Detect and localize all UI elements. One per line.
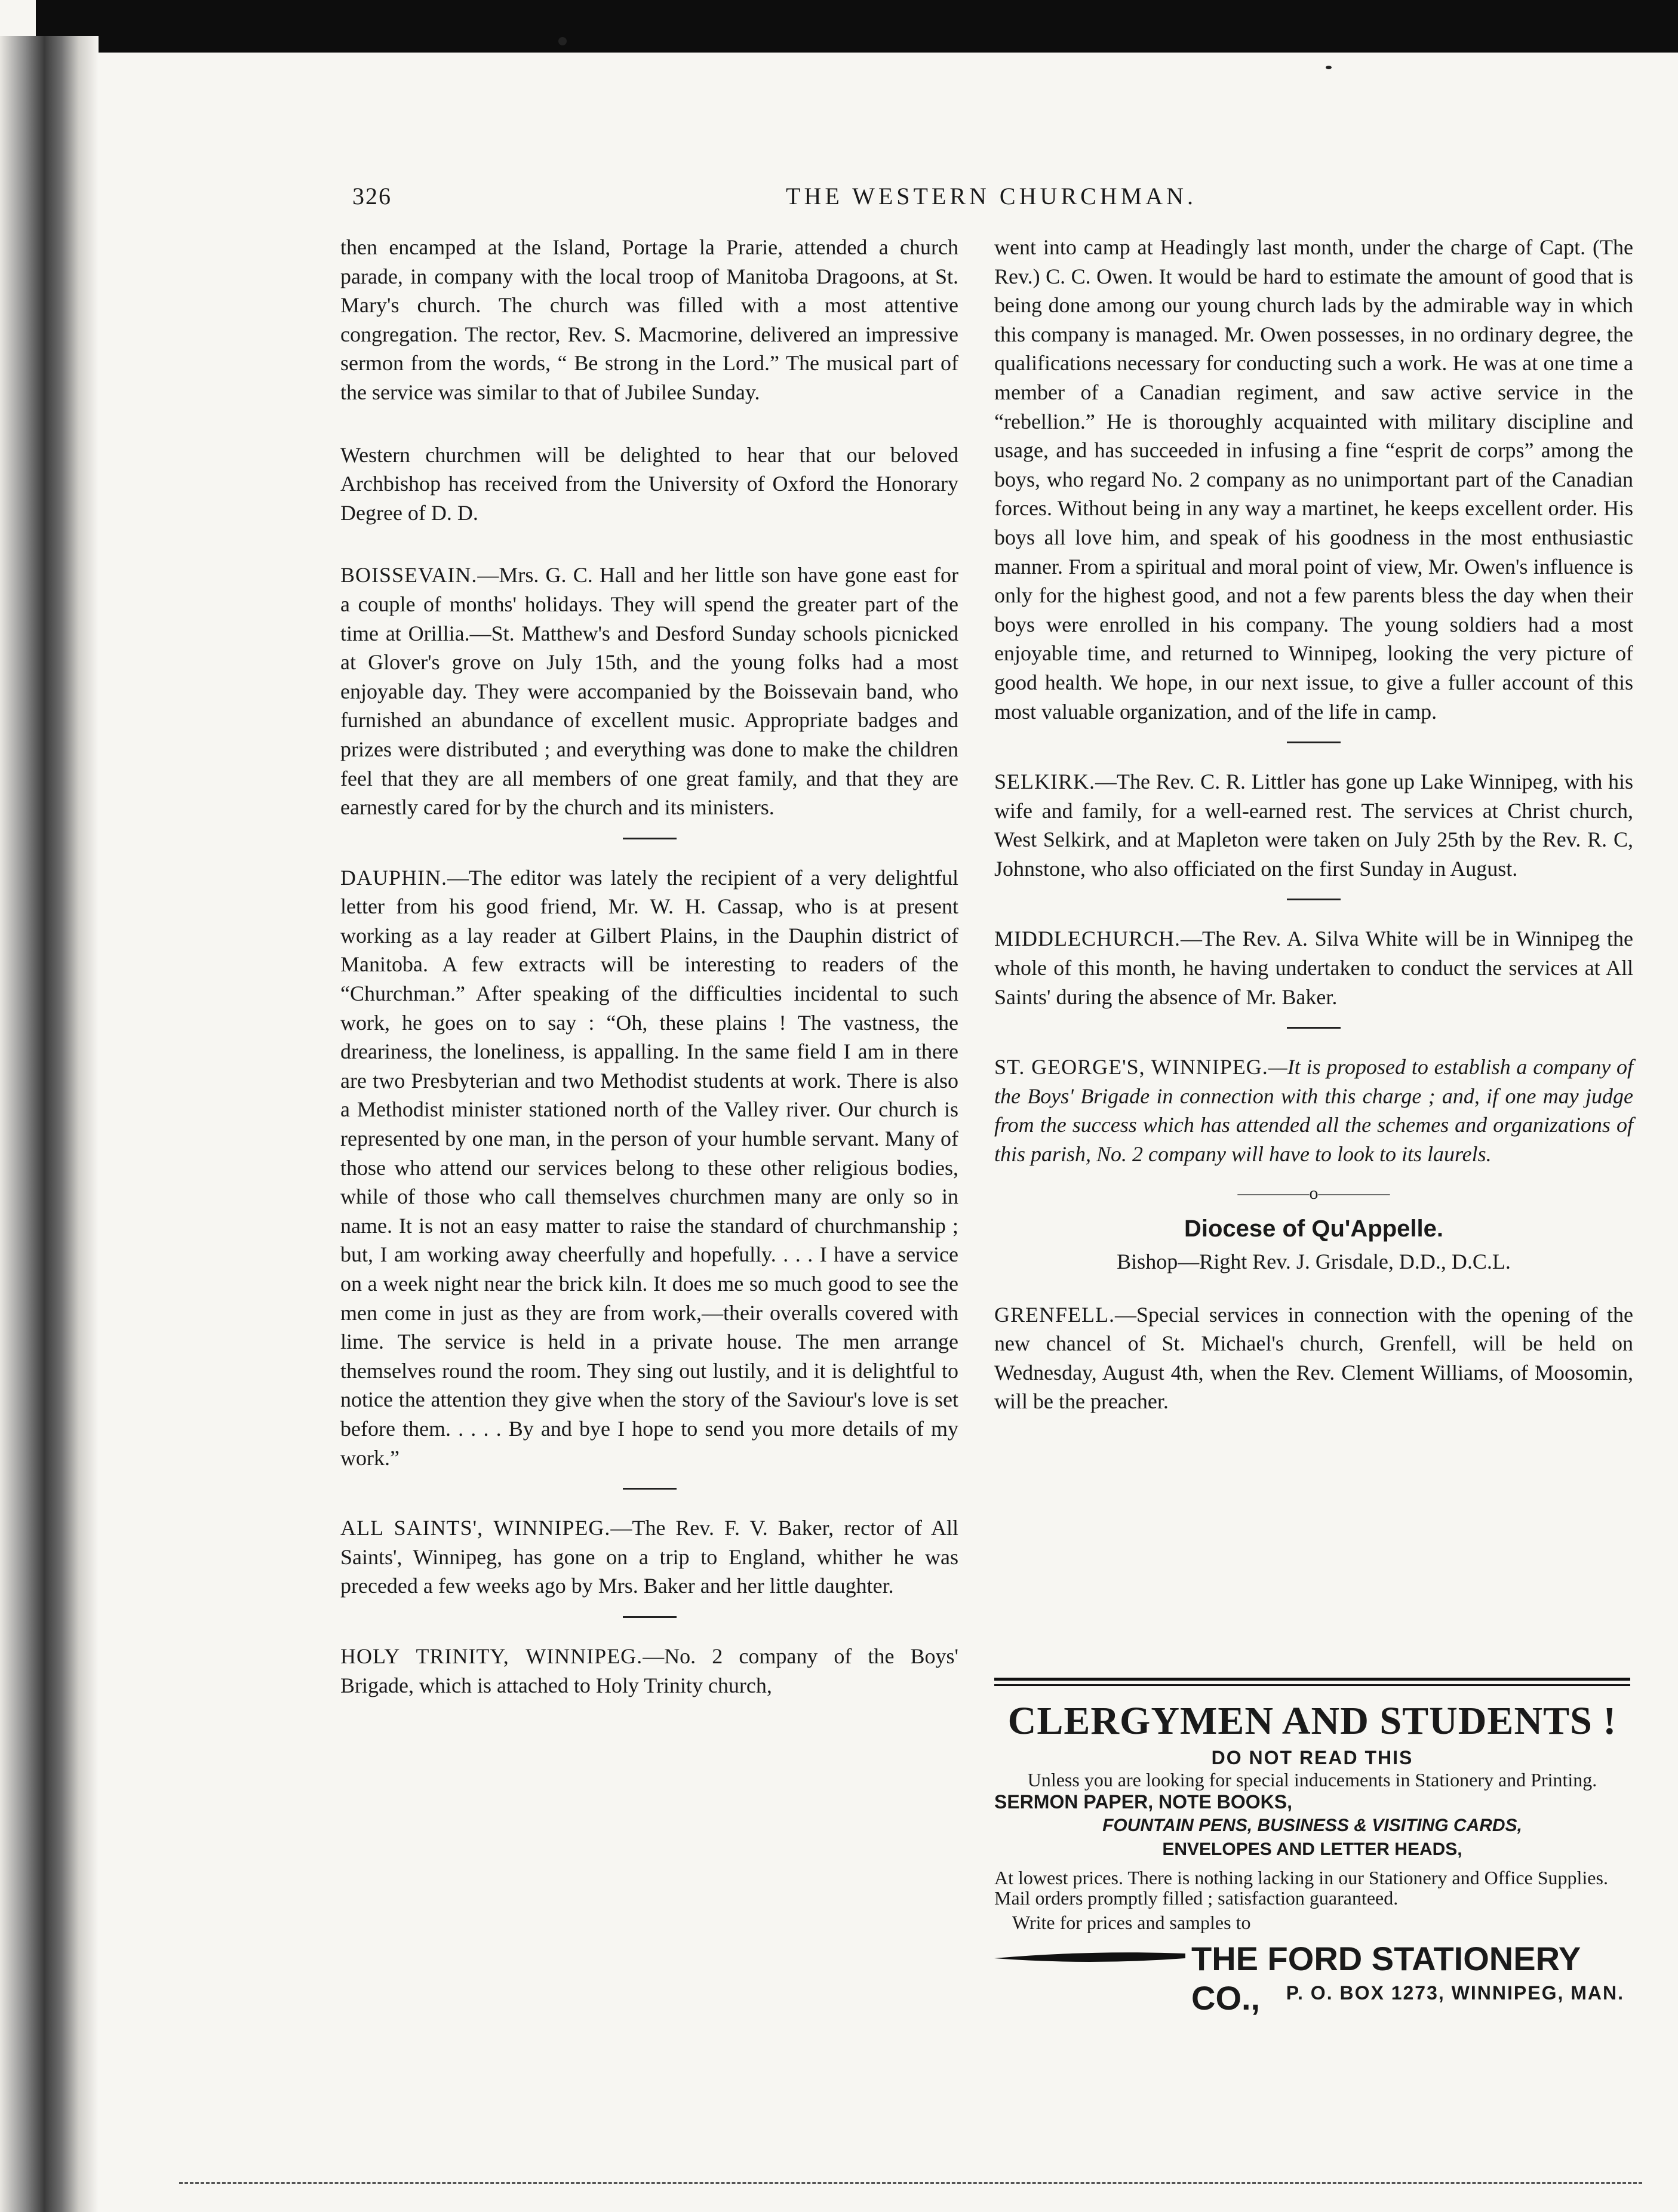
item-body: —Special services in connection with the opening of the new chancel of St. Michael's church, Grenfell, will be held on Wednesday, August 4th, when the Rev. Clement Williams, of Moosomin, will be the preacher. — [994, 1302, 1633, 1414]
ad-intro: Unless you are looking for special inducements in Stationery and Printing. — [1027, 1769, 1597, 1790]
item-body: —The Rev. F. V. Baker, rector of All Saints', Winnipeg, has gone on a trip to England, whither he was preceded a few weeks ago by Mrs. Baker and her little daughter. — [340, 1516, 958, 1598]
item-heading: ST. GEORGE'S, WINNIPEG. — [994, 1055, 1268, 1079]
paragraph: then encamped at the Island, Portage la Prarie, attended a church parade, in company with the local troop of Manitoba Dragoons, at St. Mary's church. The church was filled with a most attentive congregation. The rector, Rev. S. Macmorine, delivered an impressive sermon from the words, “ Be strong in the Lord.” The musical part of the service was similar to that of Jubilee Sunday. — [340, 235, 958, 404]
ad-title: CLERGYMEN AND STUDENTS ! — [1007, 1699, 1617, 1743]
ad-address: P. O. BOX 1273, WINNIPEG, MAN. — [1286, 1982, 1624, 2004]
news-item-grenfell — [994, 1300, 1633, 1416]
item-body: —It is proposed to establish a company of the Boys' Brigade in connection with this charge ; and, if one may judge from the success which has attended all the schemes and organizations of this parish, No. 2 company will have to look to its laurels. — [994, 1055, 1633, 1167]
stationery-advertisement — [994, 1678, 1630, 2017]
paragraph: Western churchmen will be delighted to hear that our beloved Archbishop has received from the University of Oxford the Honorary Degree of D. D. — [340, 442, 958, 525]
ad-product-line: ENVELOPES AND LETTER HEADS, — [1162, 1839, 1462, 1859]
scan-binding-shadow — [0, 36, 99, 2212]
publication-title: THE WESTERN CHURCHMAN. — [786, 183, 1197, 210]
ad-call-to-action: Write for prices and samples to — [1012, 1912, 1251, 1933]
item-heading: ALL SAINTS', WINNIPEG. — [340, 1516, 611, 1540]
news-item-middlechurch — [994, 924, 1633, 1011]
scan-speck — [558, 37, 567, 45]
item-heading: HOLY TRINITY, WINNIPEG. — [340, 1644, 643, 1668]
news-item-all-saints — [340, 1513, 958, 1601]
section-rule — [1287, 1027, 1341, 1029]
scan-top-border — [36, 0, 1678, 53]
diocese-bishop: Bishop—Right Rev. J. Grisdale, D.D., D.C.L. — [1117, 1249, 1511, 1273]
diocese-ornament: ————o———— — [1237, 1183, 1390, 1203]
ad-product-line: FOUNTAIN PENS, BUSINESS & VISITING CARDS, — [1102, 1816, 1522, 1835]
ad-top-rule — [994, 1678, 1630, 1686]
ad-offer: At lowest prices. There is nothing lacking in our Stationery and Office Supplies. Mail orders promptly filled ; satisfaction guaranteed. — [994, 1867, 1608, 1909]
running-header — [352, 182, 1630, 224]
item-body: —No. 2 company of the Boys' Brigade, which is attached to Holy Trinity church, — [340, 1644, 959, 1697]
section-rule — [623, 838, 677, 839]
right-column — [994, 233, 1633, 1416]
paragraph: went into camp at Headingly last month, under the charge of Capt. (The Rev.) C. C. Owen. It would be hard to estimate the amount of good that is being done among our young church lads by the admirable way in which this company is managed. Mr. Owen possesses, in no ordinary degree, the qualifications necessary for conducting such a work. He was at one time a member of a Canadian regiment, and saw active service in the “rebellion.” He is thoroughly acquainted with military discipline and usage, and has succeeded in infusing a fine “esprit de corps” among the boys, who regard No. 2 company as no unimportant part of the Canadian forces. Without being in any way a martinet, he keeps excellent order. His boys all love him, and speak of his goodness in the most enthusiastic manner. From a spiritual and moral point of view, Mr. Owen's influence is only for the highest good, and not a few parents bless the day when their boys were enrolled in his company. The young soldiers had a most enjoyable time, and returned to Winnipeg, looking the very picture of good health. We hope, in our next issue, to give a fuller account of this most valuable organization, and of the life in camp. — [994, 235, 1633, 724]
news-item-boissevain — [340, 561, 958, 822]
item-heading: SELKIRK. — [994, 770, 1095, 794]
ad-company-name: THE FORD STATIONERY CO., — [1191, 1940, 1581, 2017]
item-body: —The editor was lately the recipient of a very delightful letter from his good friend, Mr. W. H. Cassap, who is at present working as a lay reader at Gilbert Plains, in the Dauphin district of Manitoba. A few extracts will be interesting to readers of the “Churchman.” After speaking of the difficulties incidental to such work, he goes on to say : “Oh, these plains ! The vastness, the dreariness, the loneliness, is appalling. In the same field I am in there are two Presbyterian and two Methodist students at work. There is also a Methodist minister stationed north of the Valley river. Our church is represented by one man, in the person of your humble servant. Many of those who attend our services belong to these other religious bodies, while of those who call themselves churchmen many are only so in name. It is not an easy matter to raise the standard of churchmanship ; but, I am working away cheerfully and hopefully. . . . I have a service on a week night near the brick kiln. It does me so much good to see the men come in just as they are from work,—their overalls covered with lime. The service is held in a private house. The men arrange themselves round the room. They sing out lustily, and it is delightful to notice the attention they give when the story of the Saviour's love is set before them. . . . . By and bye I hope to send you more details of my work.” — [340, 865, 958, 1470]
left-column — [340, 233, 958, 1700]
news-item-st-georges — [994, 1053, 1633, 1168]
ad-product-line: SERMON PAPER, NOTE BOOKS, — [994, 1791, 1293, 1813]
page-number: 326 — [352, 183, 392, 210]
item-heading: MIDDLECHURCH. — [994, 927, 1181, 951]
ad-subtitle: DO NOT READ THIS — [1211, 1747, 1413, 1768]
item-body: —The Rev. C. R. Littler has gone up Lake Winnipeg, with his wife and family, for a well-earned rest. The services at Christ church, West Selkirk, and at Mapleton were taken on July 25th by the Rev. R. C, Johnstone, who also officiated on the first Sunday in August. — [994, 770, 1633, 881]
section-rule — [623, 1488, 677, 1490]
section-rule — [623, 1616, 677, 1618]
section-rule — [1287, 899, 1341, 900]
news-item-dauphin — [340, 863, 958, 1472]
item-body: —Mrs. G. C. Hall and her little son have gone east for a couple of months' holidays. They will spend the greater part of the time at Orillia.—St. Matthew's and Desford Sunday schools picnicked at Glover's grove on July 15th, and the young folks had a most enjoyable day. They were accompanied by the Boissevain band, who furnished an abundance of excellent music. Appropriate badges and prizes were distributed ; and everything was done to make the children feel that they are all members of one great family, and that they are earnestly cared for by the church and its ministers. — [340, 563, 958, 820]
item-heading: BOISSEVAIN. — [340, 563, 478, 587]
diocese-title: Diocese of Qu'Appelle. — [1184, 1215, 1444, 1242]
swoosh-ornament-icon — [994, 1945, 1185, 1969]
scan-bottom-edge — [179, 2182, 1642, 2184]
item-body: —The Rev. A. Silva White will be in Winnipeg the whole of this month, he having undertaken to conduct the services at All Saints' during the absence of Mr. Baker. — [994, 927, 1633, 1009]
item-heading: DAUPHIN. — [340, 865, 447, 890]
news-item-holy-trinity — [340, 1642, 958, 1700]
diocese-heading-block — [994, 1185, 1633, 1276]
item-heading: GRENFELL. — [994, 1302, 1115, 1327]
scan-speck — [1326, 66, 1332, 69]
news-item-selkirk — [994, 767, 1633, 883]
section-rule — [1287, 742, 1341, 743]
